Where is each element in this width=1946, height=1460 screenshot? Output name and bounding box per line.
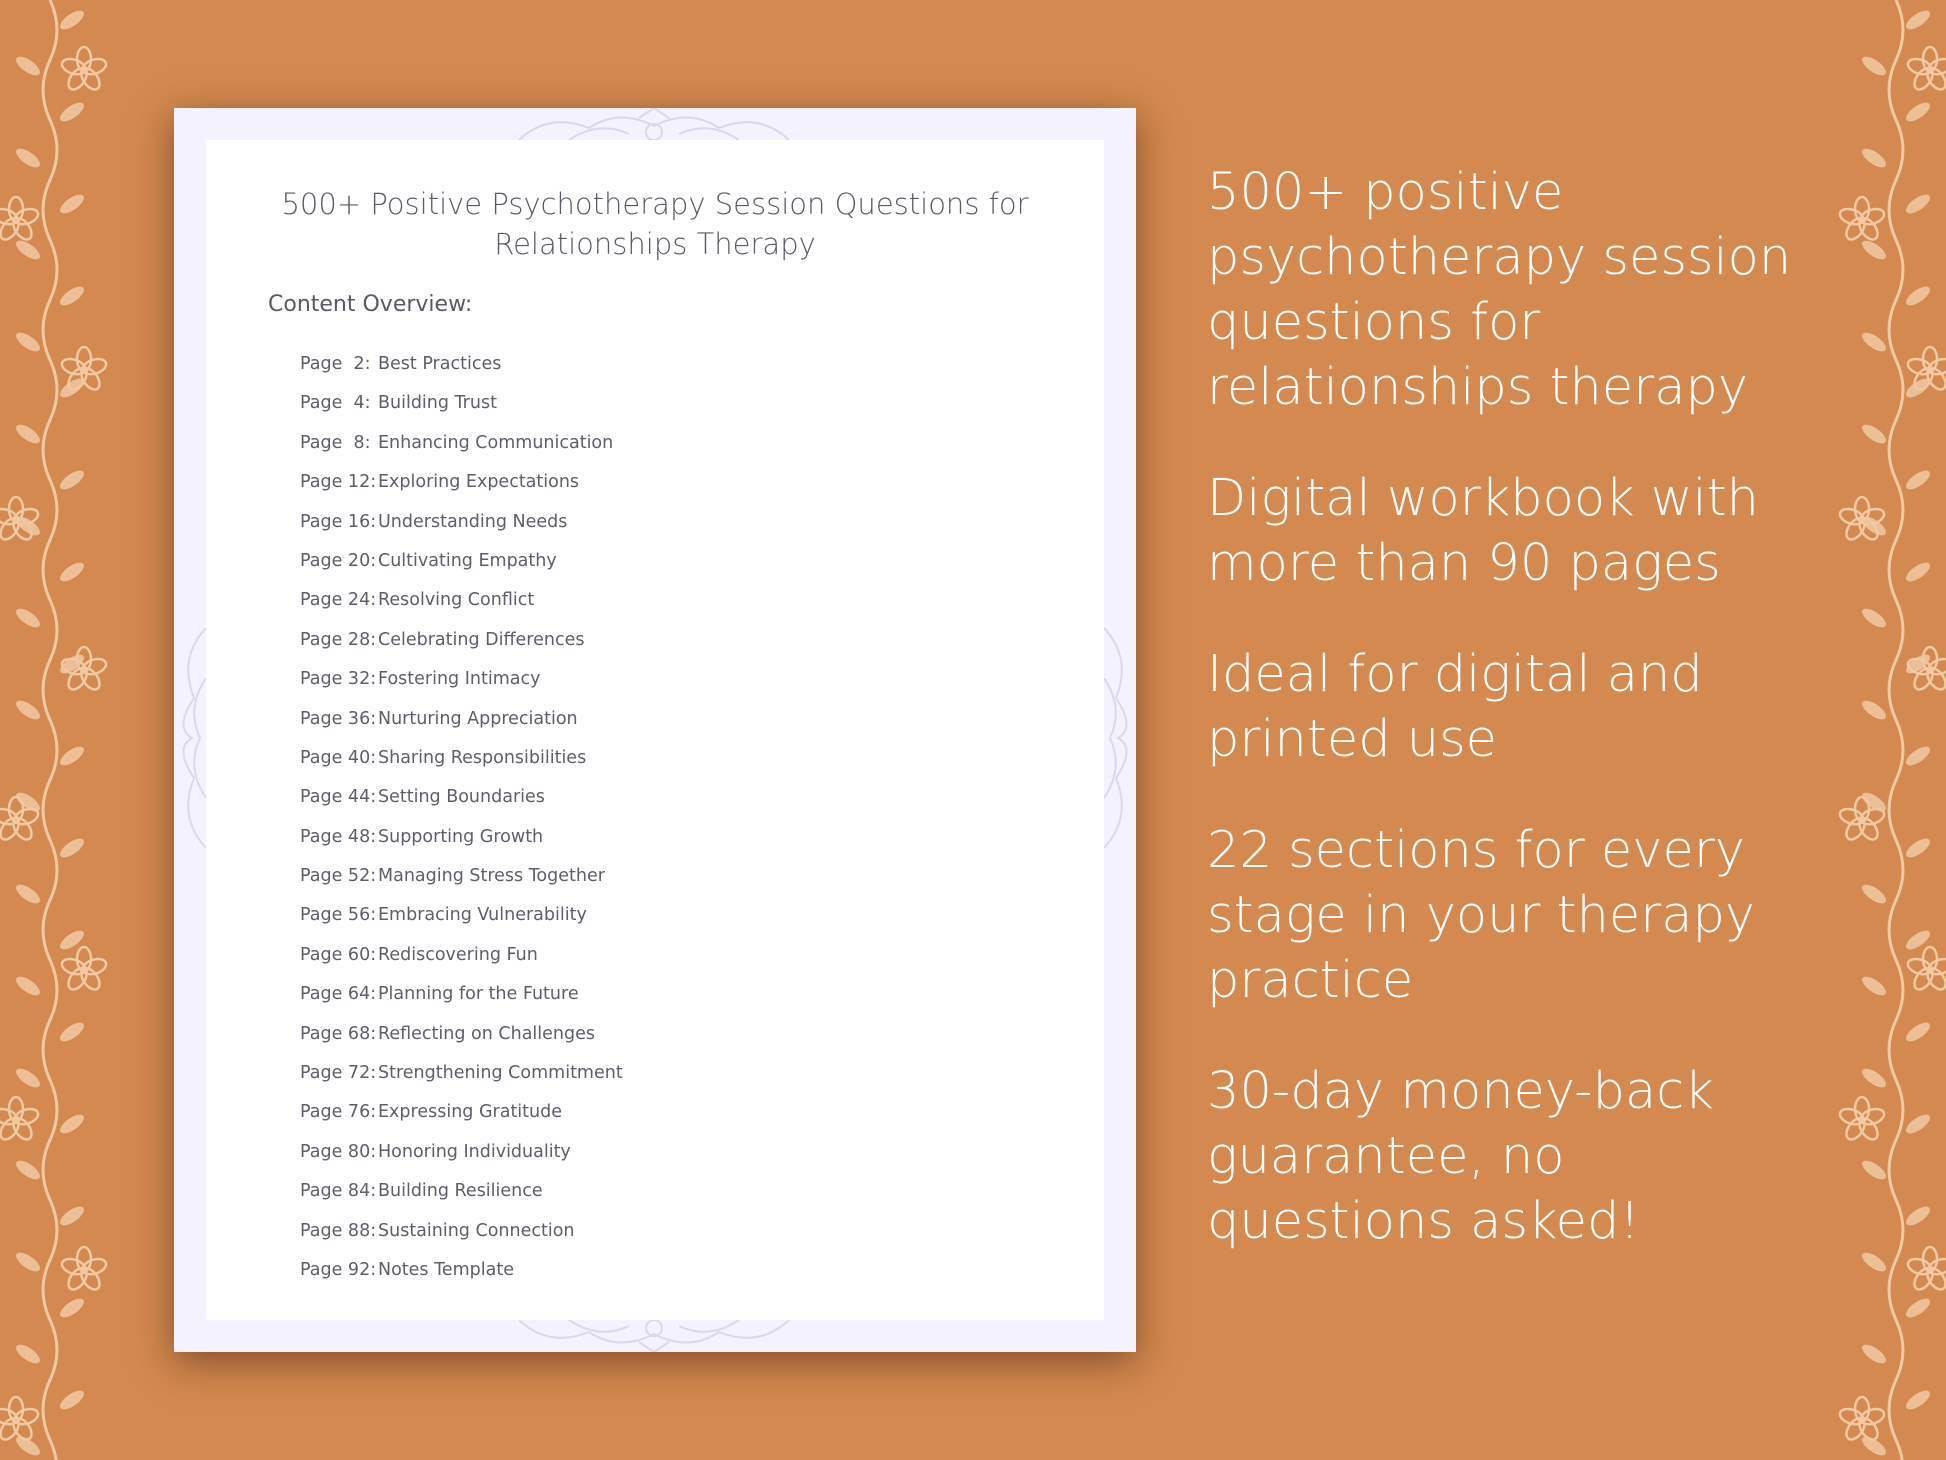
toc-page-number: Page 4: [300,393,371,414]
toc-item [300,1054,623,1093]
feature-text: 22 sections for every stage in your therapy practice [1207,821,1756,1010]
toc-section-title: Expressing Gratitude [378,1102,562,1123]
toc-section-title: Fostering Intimacy [378,669,541,690]
toc-section-title: Cultivating Empathy [378,550,557,571]
toc-section-title: Supporting Growth [378,826,544,847]
toc-page-number: Page 52: [300,866,377,887]
toc-page-number: Page 80: [300,1141,377,1162]
mandala-left-icon [174,618,206,858]
feature-text: 500+ positive psychotherapy session questions for relationships therapy [1207,163,1792,417]
document-page [174,108,1136,1352]
toc-page-number: Page 48: [300,826,377,847]
toc-section-title: Celebrating Differences [378,629,585,650]
mandala-bottom-icon [509,1320,799,1352]
toc-section-title: Strengthening Commitment [378,1063,623,1084]
feature-list [1207,160,1907,1300]
toc-page-number: Page 88: [300,1220,377,1241]
toc-item [300,384,623,423]
toc-section-title: Sustaining Connection [378,1220,575,1241]
toc-item [300,739,623,778]
feature-text: Digital workbook with more than 90 pages [1207,469,1759,593]
toc-section-title: Honoring Individuality [378,1141,571,1162]
toc-item [300,503,623,542]
document-inner [206,140,1104,1320]
toc-item [300,424,623,463]
toc-section-title: Embracing Vulnerability [378,905,587,926]
toc-section-title: Setting Boundaries [378,787,545,808]
toc-section-title: Rediscovering Fun [378,944,538,965]
document-title [246,184,1064,264]
toc-page-number: Page 84: [300,1181,377,1202]
toc-section-title: Reflecting on Challenges [378,1023,596,1044]
toc-item [300,1093,623,1132]
toc-page-number: Page 2: [300,354,371,374]
toc-section-title: Understanding Needs [378,511,568,532]
toc-page-number: Page 36: [300,708,377,729]
toc-item [300,778,623,817]
toc-item [300,1133,623,1172]
toc-page-number: Page 76: [300,1102,377,1123]
table-of-contents [300,345,623,1290]
toc-item [300,1172,623,1211]
toc-item [300,818,623,857]
toc-section-title: Enhancing Communication [378,432,614,453]
toc-item [300,1015,623,1054]
document-title-line-1: 500+ Positive Psychotherapy Session Questions for [281,187,1029,221]
toc-page-number: Page 56: [300,905,377,926]
toc-section-title: Exploring Expectations [378,472,580,493]
document-title-line-2: Relationships Therapy [494,227,816,261]
toc-item [300,621,623,660]
feature-text: 30-day money-back guarantee, no questions asked! [1207,1062,1714,1251]
toc-page-number: Page 92: [300,1259,377,1280]
toc-page-number: Page 72: [300,1063,377,1084]
toc-page-number: Page 28: [300,629,377,650]
toc-page-number: Page 8: [300,432,371,453]
toc-page-number: Page 64: [300,984,377,1005]
toc-item [300,1212,623,1251]
toc-page-number: Page 16: [300,511,377,532]
mandala-right-icon [1104,618,1136,858]
toc-section-title: Best Practices [378,354,502,374]
toc-page-number: Page 60: [300,944,377,965]
toc-item [300,700,623,739]
toc-item [300,857,623,896]
toc-section-title: Sharing Responsibilities [378,747,587,768]
toc-page-number: Page 12: [300,472,377,493]
toc-item [300,896,623,935]
toc-item [300,463,623,502]
toc-section-title: Building Trust [378,393,497,414]
toc-item [300,936,623,975]
floral-vine-left-icon [0,0,130,1460]
toc-section-title: Planning for the Future [378,984,579,1005]
toc-section-title: Nurturing Appreciation [378,708,578,729]
toc-item [300,660,623,699]
toc-item [300,345,623,384]
toc-page-number: Page 32: [300,669,377,690]
content-overview-label: Content Overview: [268,292,473,317]
toc-item [300,975,623,1014]
toc-page-number: Page 44: [300,787,377,808]
feature-text: Ideal for digital and printed use [1207,645,1703,769]
toc-section-title: Managing Stress Together [378,866,605,887]
toc-item [300,581,623,620]
toc-item [300,1251,623,1290]
toc-page-number: Page 40: [300,747,377,768]
toc-page-number: Page 20: [300,550,377,571]
toc-section-title: Building Resilience [378,1181,543,1202]
toc-item [300,542,623,581]
toc-section-title: Notes Template [378,1259,514,1280]
mandala-top-icon [509,108,799,140]
toc-page-number: Page 24: [300,590,377,611]
toc-section-title: Resolving Conflict [378,590,535,611]
toc-page-number: Page 68: [300,1023,377,1044]
